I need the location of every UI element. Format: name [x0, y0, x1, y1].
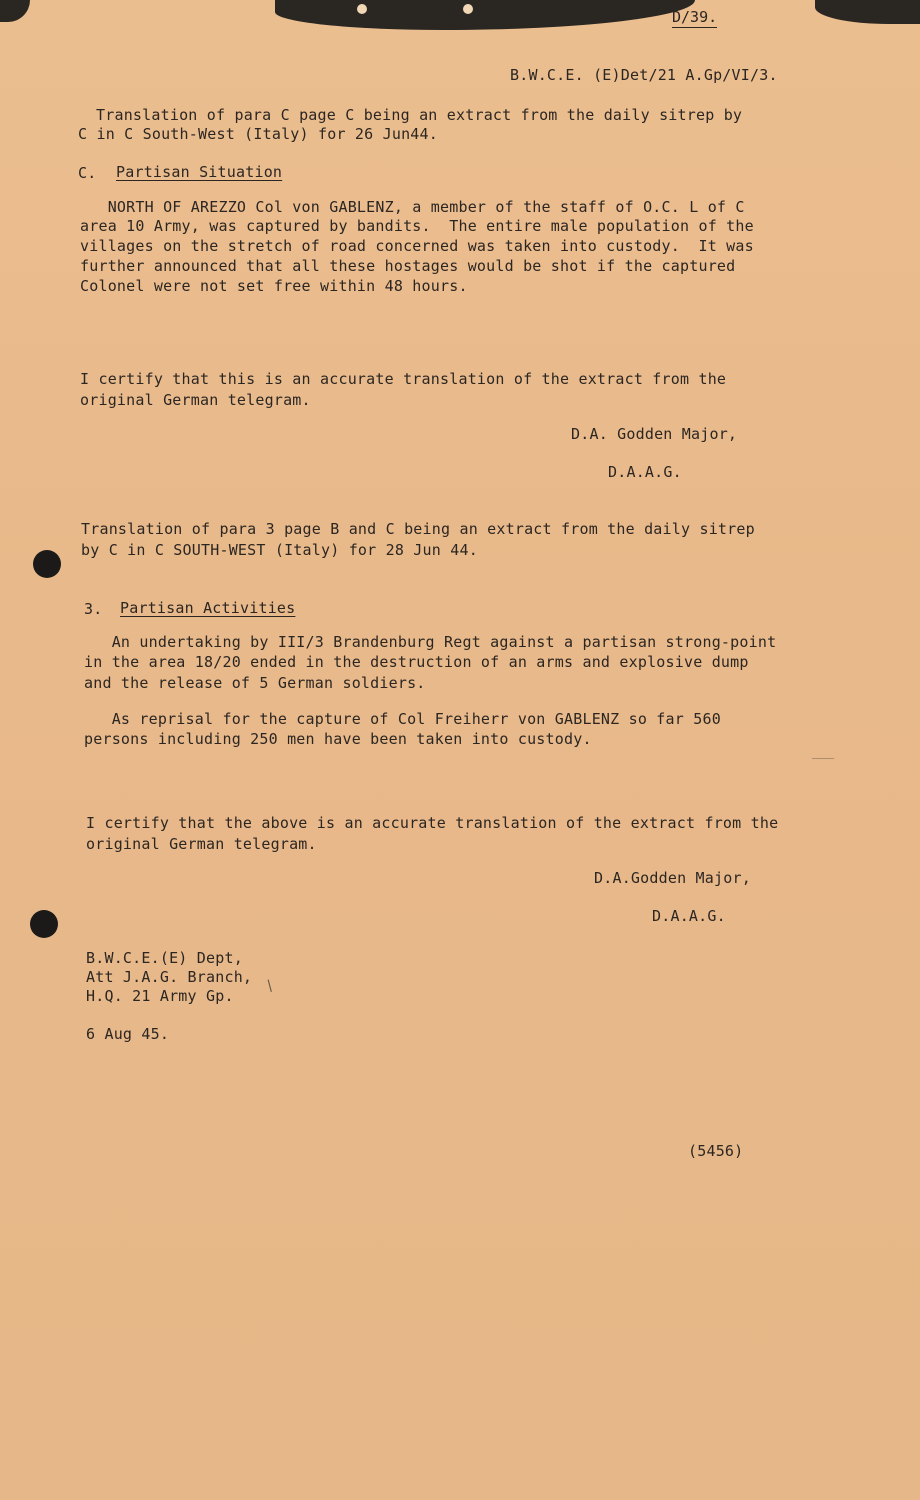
section2-para2-line2: persons including 250 men have been taken into custody. — [84, 730, 592, 748]
section2-certify-line1: I certify that the above is an accurate translation of the extract from the — [86, 814, 779, 832]
footer-address-line3: H.Q. 21 Army Gp. — [86, 987, 234, 1005]
section1-body-line2: area 10 Army, was captured by bandits. The entire male population of the — [80, 217, 754, 235]
section1-intro-line2: C in C South-West (Italy) for 26 Jun44. — [78, 125, 438, 143]
section2-signer: D.A.Godden Major, — [594, 869, 751, 887]
top-hole-left — [357, 4, 367, 14]
section1-certify-line1: I certify that this is an accurate translation of the extract from the — [80, 370, 727, 388]
section1-body-line1: NORTH OF AREZZO Col von GABLENZ, a member of the staff of O.C. L of C — [80, 198, 745, 216]
section2-para2-line1: As reprisal for the capture of Col Freiherr von GABLENZ so far 560 — [84, 710, 721, 728]
footer-address-line1: B.W.C.E.(E) Dept, — [86, 949, 243, 967]
section1-signer-title: D.A.A.G. — [608, 463, 682, 481]
section1-intro-line1: Translation of para C page C being an extract from the daily sitrep by — [96, 106, 743, 124]
punch-hole-upper — [33, 550, 61, 578]
pencil-mark: / — [261, 977, 279, 995]
section2-heading: Partisan Activities — [120, 599, 296, 617]
section2-heading-number: 3. — [84, 600, 103, 618]
section2-intro-line2: by C in C SOUTH-WEST (Italy) for 28 Jun 44. — [81, 541, 478, 559]
footer-date: 6 Aug 45. — [86, 1025, 170, 1043]
section2-para1-line2: in the area 18/20 ended in the destruction of an arms and explosive dump — [84, 653, 749, 671]
section2-para1-line1: An undertaking by III/3 Brandenburg Regt against a partisan strong-point — [84, 633, 777, 651]
torn-edge-left — [0, 0, 30, 22]
torn-edge-middle — [275, 0, 695, 30]
section1-body-line3: villages on the stretch of road concerned was taken into custody. It was — [80, 237, 754, 255]
section1-body-line4: further announced that all these hostages would be shot if the captured — [80, 257, 736, 275]
section1-body-line5: Colonel were not set free within 48 hours. — [80, 277, 468, 295]
footer-document-number: (5456) — [688, 1142, 744, 1160]
edge-mark — [812, 758, 834, 759]
section1-signer: D.A. Godden Major, — [571, 425, 738, 443]
torn-edge-right — [815, 0, 920, 24]
section2-para1-line3: and the release of 5 German soldiers. — [84, 674, 426, 692]
page-id: D/39. — [672, 8, 718, 26]
punch-hole-lower — [30, 910, 58, 938]
section1-heading-number: C. — [78, 164, 97, 182]
section2-intro-line1: Translation of para 3 page B and C being an extract from the daily sitrep — [81, 520, 755, 538]
top-hole-right — [463, 4, 473, 14]
section1-certify-line2: original German telegram. — [80, 391, 311, 409]
section2-signer-title: D.A.A.G. — [652, 907, 726, 925]
section2-certify-line2: original German telegram. — [86, 835, 317, 853]
footer-address-line2: Att J.A.G. Branch, — [86, 968, 253, 986]
section1-heading: Partisan Situation — [116, 163, 283, 181]
reference-number: B.W.C.E. (E)Det/21 A.Gp/VI/3. — [510, 66, 778, 84]
